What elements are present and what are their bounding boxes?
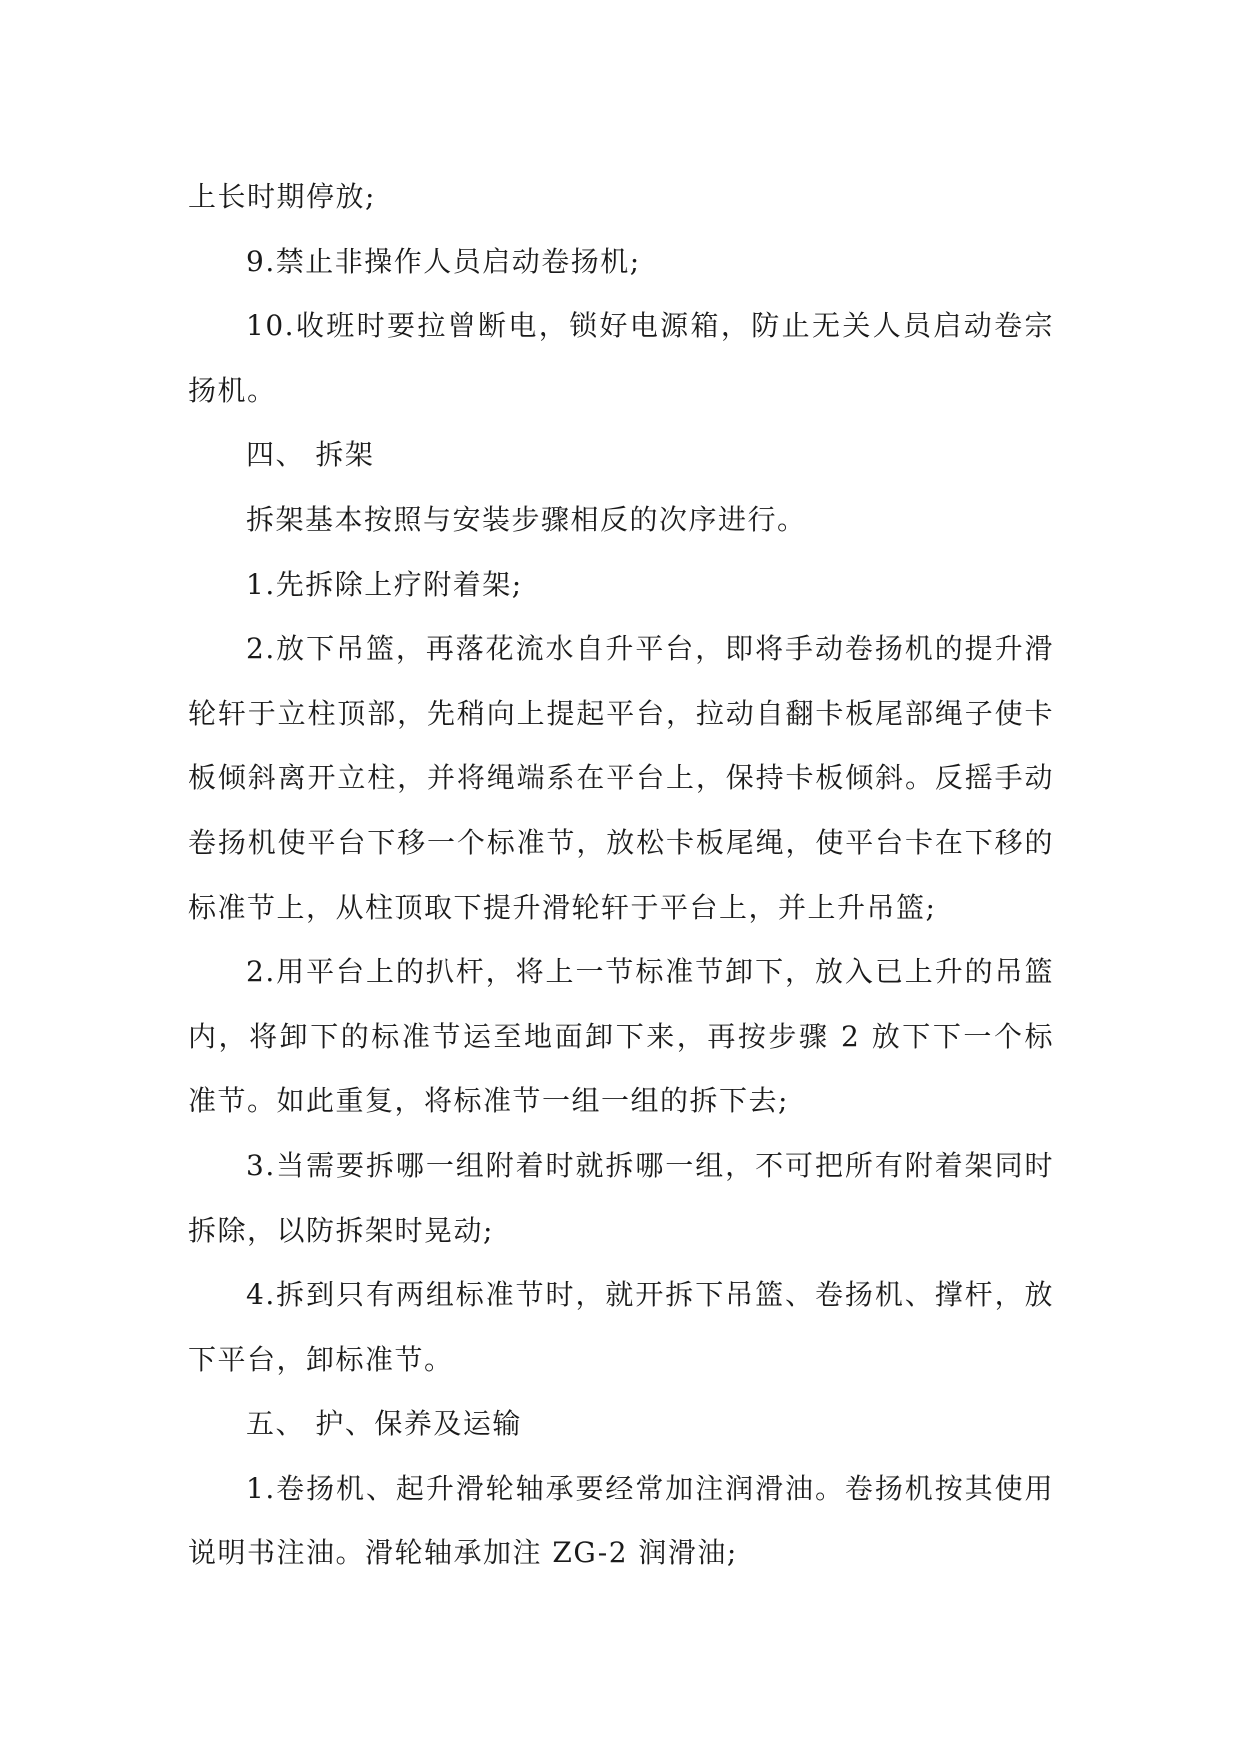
document-body [188, 165, 1054, 1586]
paragraph-2: 9.禁止非操作人员启动卷扬机; [246, 244, 641, 278]
paragraph-9: 3.当需要拆哪一组附着时就拆哪一组，不可把所有附着架同时拆除，以防拆架时晃动; [188, 1148, 1054, 1247]
paragraph-1: 上长时期停放; [188, 180, 376, 213]
paragraph-7: 2.放下吊篮，再落花流水自升平台，即将手动卷扬机的提升滑轮轩于立柱顶部，先稍向上提起平台，拉动自翻卡板尾部绳子使卡板倾斜离开立柱，并将绳端系在平台上，保持卡板倾斜。反摇手动卷扬机使平台下移一个标准节，放松卡板尾绳，使平台卡在下移的标准节上，从柱顶取下提升滑轮轩于平台上，并上升吊篮; [188, 632, 1054, 924]
paragraph-10: 4.拆到只有两组标准节时，就开拆下吊篮、卷扬机、撑杆，放下平台，卸标准节。 [188, 1278, 1054, 1376]
section-heading-5: 五、 护、保养及运输 [246, 1407, 522, 1441]
paragraph-12: 1.卷扬机、起升滑轮轴承要经常加注润滑油。卷扬机按其使用说明书注油。滑轮轴承加注 ZG-2 润滑油; [188, 1471, 1054, 1570]
paragraph-8: 2.用平台上的扒杆，将上一节标准节卸下，放入已上升的吊篮内，将卸下的标准节运至地面卸下来，再按步骤 2 放下下一个标准节。如此重复，将标准节一组一组的拆下去; [188, 955, 1054, 1118]
paragraph-6: 1.先拆除上疗附着架; [246, 567, 523, 601]
paragraph-3: 10.收班时要拉曾断电，锁好电源箱，防止无关人员启动卷宗扬机。 [188, 309, 1054, 407]
section-heading-4: 四、 拆架 [246, 438, 375, 472]
paragraph-5: 拆架基本按照与安装步骤相反的次序进行。 [246, 502, 807, 536]
